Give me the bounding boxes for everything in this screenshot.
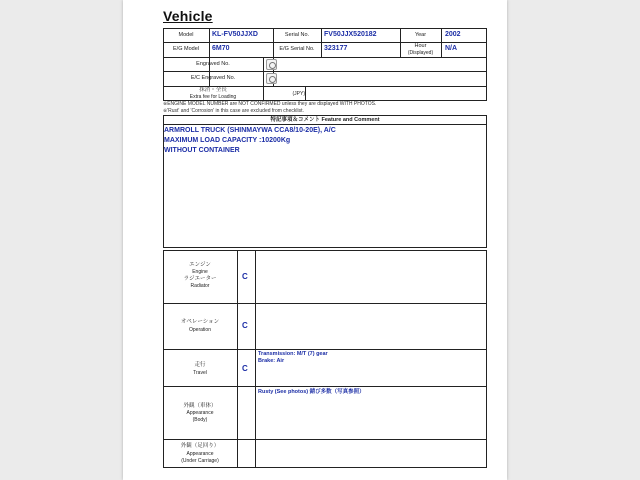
feature-line: WITHOUT CONTAINER [164, 147, 240, 154]
eg-model-label: E/G Model [173, 46, 199, 52]
camera-icon[interactable] [266, 73, 277, 84]
hour-label: Hour [414, 43, 427, 49]
row-label: (Body) [192, 417, 208, 423]
row-label-jp: 走行 [194, 362, 206, 368]
col-divider [321, 28, 322, 57]
feature-box [163, 115, 487, 248]
row-label: Operation [189, 327, 211, 333]
row-divider [163, 124, 487, 125]
comment-line: Rusty (See photos) 錆び多数（写真参照） [258, 389, 365, 395]
feature-header: 特記事項＆コメント Feature and Comment [270, 117, 380, 123]
row-label-jp: オペレーション [180, 319, 220, 325]
hour-value: N/A [445, 45, 458, 52]
document-page [123, 0, 507, 480]
camera-icon[interactable] [266, 59, 277, 70]
row-label-jp: 外観（車体） [183, 403, 217, 409]
row-label: Appearance [186, 410, 214, 416]
extra-fee-unit: (JPY) [292, 91, 305, 97]
row-label-jp: 外観（足回り） [180, 443, 220, 449]
row-divider [163, 439, 487, 440]
note-line: ※ENGINE MODEL NUMBER are NOT CONFIRMED unless they are displayed WITH PHOTOS. [163, 101, 377, 107]
col-divider [237, 250, 238, 468]
grade: C [242, 364, 248, 373]
comment-line: Transmission: M/T (7) gear [258, 351, 328, 357]
row-label-jp: ラジエーター [183, 276, 217, 282]
row-label: Radiator [190, 283, 210, 289]
row-divider [163, 303, 487, 304]
extra-fee-label-jp: 抹消・全長 [199, 87, 227, 93]
model-label: Model [178, 32, 194, 38]
eg-model-value: 6M70 [212, 45, 230, 52]
row-label: (Under Carriage) [181, 458, 219, 464]
eg-serial-label: E/G Serial No. [279, 46, 315, 52]
serial-label: Serial No. [284, 32, 310, 38]
feature-line: ARMROLL TRUCK (SHINMAYWA CCA8/10-20E), A/C [164, 127, 336, 134]
serial-value: FV50JJX520182 [324, 31, 377, 38]
year-label: Year [414, 32, 427, 38]
row-label: Appearance [186, 451, 214, 457]
feature-line: MAXIMUM LOAD CAPACITY :10200Kg [164, 137, 291, 144]
row-divider [163, 57, 487, 58]
comment-line: Brake: Air [258, 358, 285, 364]
hour-sublabel: (Displayed) [407, 50, 434, 56]
row-label: Travel [193, 370, 207, 376]
page-title: Vehicle [163, 8, 213, 24]
row-divider [163, 71, 487, 72]
extra-fee-label: Extra fee for Loading [189, 94, 237, 100]
row-divider [163, 349, 487, 350]
grade: C [242, 272, 248, 281]
engraved-label: Engraved No. [196, 61, 230, 67]
row-label: Engine [192, 269, 208, 275]
row-divider [163, 386, 487, 387]
grade: C [242, 321, 248, 330]
model-value: KL-FV50JJXD [212, 31, 258, 38]
eg-serial-value: 323177 [324, 45, 348, 52]
col-divider [441, 28, 442, 57]
col-divider [305, 86, 306, 101]
year-value: 2002 [445, 31, 461, 38]
note-line: ※'Rust' and 'Corrosion' in this case are excluded from checklist. [163, 108, 304, 114]
col-divider [255, 250, 256, 468]
row-label-jp: エンジン [189, 262, 211, 268]
eg-engraved-label: E/C Engraved No. [190, 75, 236, 81]
